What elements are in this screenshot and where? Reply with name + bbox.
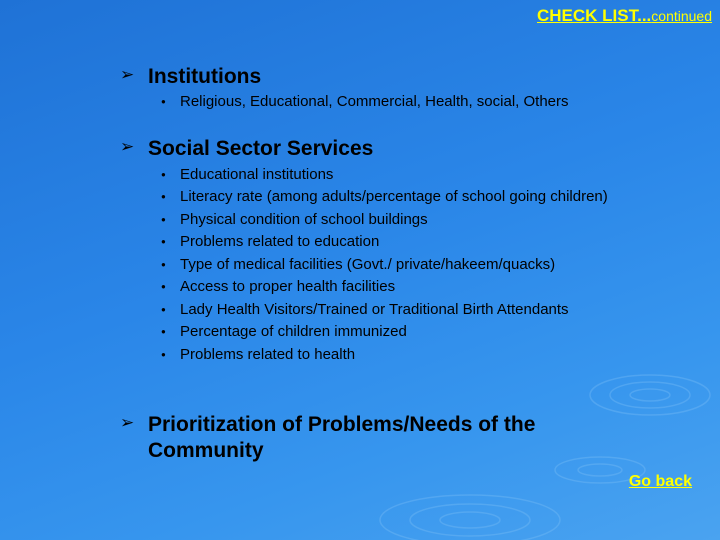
header-title: CHECK LIST...	[536, 6, 652, 25]
list-item: ● Type of medical facilities (Govt./ private/hakeem/quacks)	[172, 254, 627, 277]
dot-bullet-icon: ●	[161, 282, 166, 291]
dot-bullet-icon: ●	[161, 214, 166, 224]
dot-bullet-icon: ●	[161, 237, 166, 246]
section-title: Prioritization of Problems/Needs of the Community	[148, 413, 536, 462]
dot-bullet-icon: ●	[161, 327, 166, 336]
dot-bullet-icon: ●	[161, 97, 166, 106]
list-item: ● Problems related to health	[172, 344, 627, 367]
list-item: ● Religious, Educational, Commercial, Health, social, Others	[172, 91, 642, 114]
arrow-bullet-icon: ➢	[120, 137, 135, 156]
list-item: ● Access to proper health facilities	[172, 276, 627, 299]
list-item: ● Lady Health Visitors/Trained or Traditional Birth Attendants	[172, 299, 627, 322]
arrow-bullet-icon: ➢	[120, 65, 135, 84]
dot-bullet-icon: ●	[161, 170, 166, 179]
section-items	[161, 91, 642, 114]
section-title: Institutions	[148, 65, 262, 88]
list-item: ● Problems related to education	[172, 231, 627, 254]
dot-bullet-icon: ●	[161, 304, 166, 314]
list-item: ● Educational institutions	[172, 164, 627, 187]
dot-bullet-icon: ●	[161, 349, 166, 359]
header-continued: continued	[651, 8, 712, 24]
list-item: ● Physical condition of school buildings	[172, 209, 627, 232]
go-back-link[interactable]: Go back	[628, 473, 692, 490]
list-item: ● Percentage of children immunized	[172, 321, 627, 344]
dot-bullet-icon: ●	[161, 191, 166, 201]
section-items	[161, 164, 627, 366]
dot-bullet-icon: ●	[161, 259, 166, 269]
list-item: ● Literacy rate (among adults/percentage of school going children)	[161, 187, 608, 205]
section-title: Social Sector Services	[148, 137, 374, 160]
arrow-bullet-icon: ➢	[120, 413, 135, 432]
page-header	[537, 6, 712, 26]
